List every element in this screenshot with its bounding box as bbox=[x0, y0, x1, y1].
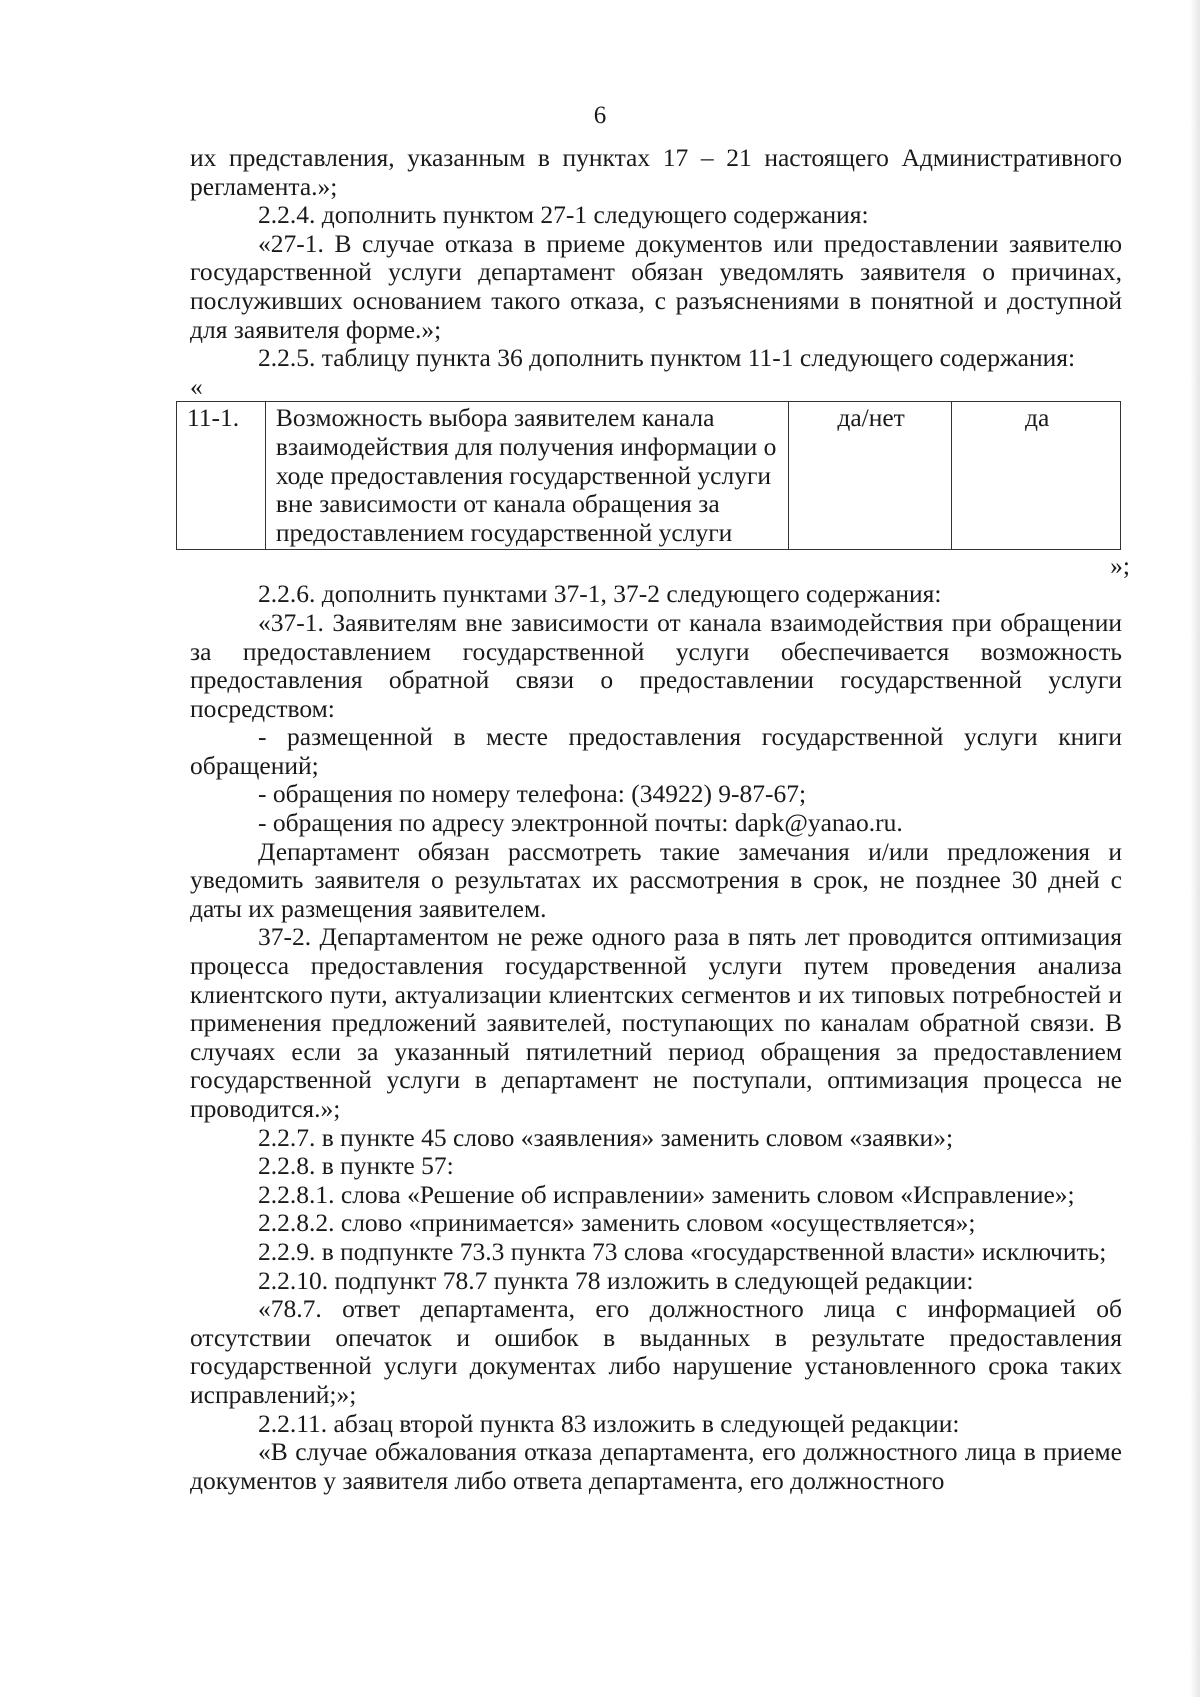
paragraph: «В случае обжалования отказа департамента, его должностного лица в приеме документов у заявителя либо ответа департамента, его должностного bbox=[190, 1437, 1122, 1495]
paragraph: 2.2.6. дополнить пунктами 37-1, 37-2 следующего содержания: bbox=[258, 579, 942, 609]
paragraph: - обращения по номеру телефона: (34922) 9-87-67; bbox=[258, 779, 807, 809]
paragraph: «37-1. Заявителям вне зависимости от канала взаимодействия при обращении за предоставлением государственной услуги обеспечивается возможность предоставления обратной связи о предоставлении государственной услуги посредством: bbox=[190, 607, 1122, 723]
paragraph: 37-2. Департаментом не реже одного раза в пять лет проводится оптимизация процесса предоставления государственной услуги путем проведения анализа клиентского пути, актуализации клиентских сегментов и их типовых потребностей и применения предложений заявителей, поступающих по каналам обратной связи. В случаях если за указанный пятилетний период обращения за предоставлением государственной услуги в департамент не поступали, оптимизация процесса не проводится.»; bbox=[190, 922, 1122, 1123]
paragraph: 2.2.7. в пункте 45 слово «заявления» заменить словом «заявки»; bbox=[258, 1122, 954, 1152]
row-description-cell: Возможность выбора заявителем канала взаимодействия для получения информации о ходе предоставления государственной услуги вне зависимости от канала обращения за предоставлением государственной услуги bbox=[265, 402, 788, 550]
table-row bbox=[177, 402, 1121, 550]
paragraphs-before-table bbox=[190, 144, 1122, 373]
row-number-cell: 11-1. bbox=[177, 402, 266, 550]
paragraphs-after-table bbox=[190, 580, 1122, 1495]
paragraph: - размещенной в месте предоставления государственной услуги книги обращений; bbox=[190, 722, 1122, 780]
document-body bbox=[187, 143, 1130, 1495]
paragraph: их представления, указанным в пунктах 17 – 21 настоящего Административного регламента.»; bbox=[190, 143, 1122, 201]
page-number: 6 bbox=[593, 102, 607, 129]
paragraph: - обращения по адресу электронной почты: dapk@yanao.ru. bbox=[258, 808, 903, 838]
paragraph: 2.2.10. подпункт 78.7 пункта 78 изложить в следующей редакции: bbox=[258, 1265, 974, 1295]
paragraph: «27-1. В случае отказа в приеме документов или предоставлении заявителю государственной услуги департамент обязан уведомлять заявителя о причинах, послуживших основанием такого отказа, с разъяснениями в понятной и доступной для заявителя форме.»; bbox=[190, 228, 1122, 344]
row-unit-cell: да/нет bbox=[788, 402, 952, 550]
page-edge-shadow bbox=[1190, 0, 1200, 1697]
paragraph: 2.2.11. абзац второй пункта 83 изложить в следующей редакции: bbox=[258, 1408, 960, 1438]
paragraph: Департамент обязан рассмотреть такие замечания и/или предложения и уведомить заявителя о результатах их рассмотрения в срок, не позднее 30 дней с даты их размещения заявителем. bbox=[190, 836, 1122, 923]
paragraph: 2.2.8. в пункте 57: bbox=[258, 1151, 454, 1181]
paragraph: «78.7. ответ департамента, его должностного лица с информацией об отсутствии опечаток и ошибок в выданных в результате предоставления государственной услуги документах либо нарушение установленного срока таких исправлений;»; bbox=[190, 1294, 1122, 1409]
paragraph: 2.2.8.1. слова «Решение об исправлении» заменить словом «Исправление»; bbox=[258, 1179, 1075, 1209]
paragraph: 2.2.5. таблицу пункта 36 дополнить пунктом 11-1 следующего содержания: bbox=[258, 343, 1076, 373]
paragraph: 2.2.8.2. слово «принимается» заменить словом «осуществляется»; bbox=[258, 1208, 976, 1238]
paragraph: 2.2.4. дополнить пунктом 27-1 следующего содержания: bbox=[258, 200, 869, 230]
amendment-table bbox=[176, 401, 1121, 550]
table-open-quote: « bbox=[190, 371, 203, 401]
table-close-quote: »; bbox=[1110, 551, 1130, 581]
paragraph: 2.2.9. в подпункте 73.3 пункта 73 слова «государственной власти» исключить; bbox=[258, 1236, 1107, 1266]
row-value-cell: да bbox=[952, 402, 1121, 550]
